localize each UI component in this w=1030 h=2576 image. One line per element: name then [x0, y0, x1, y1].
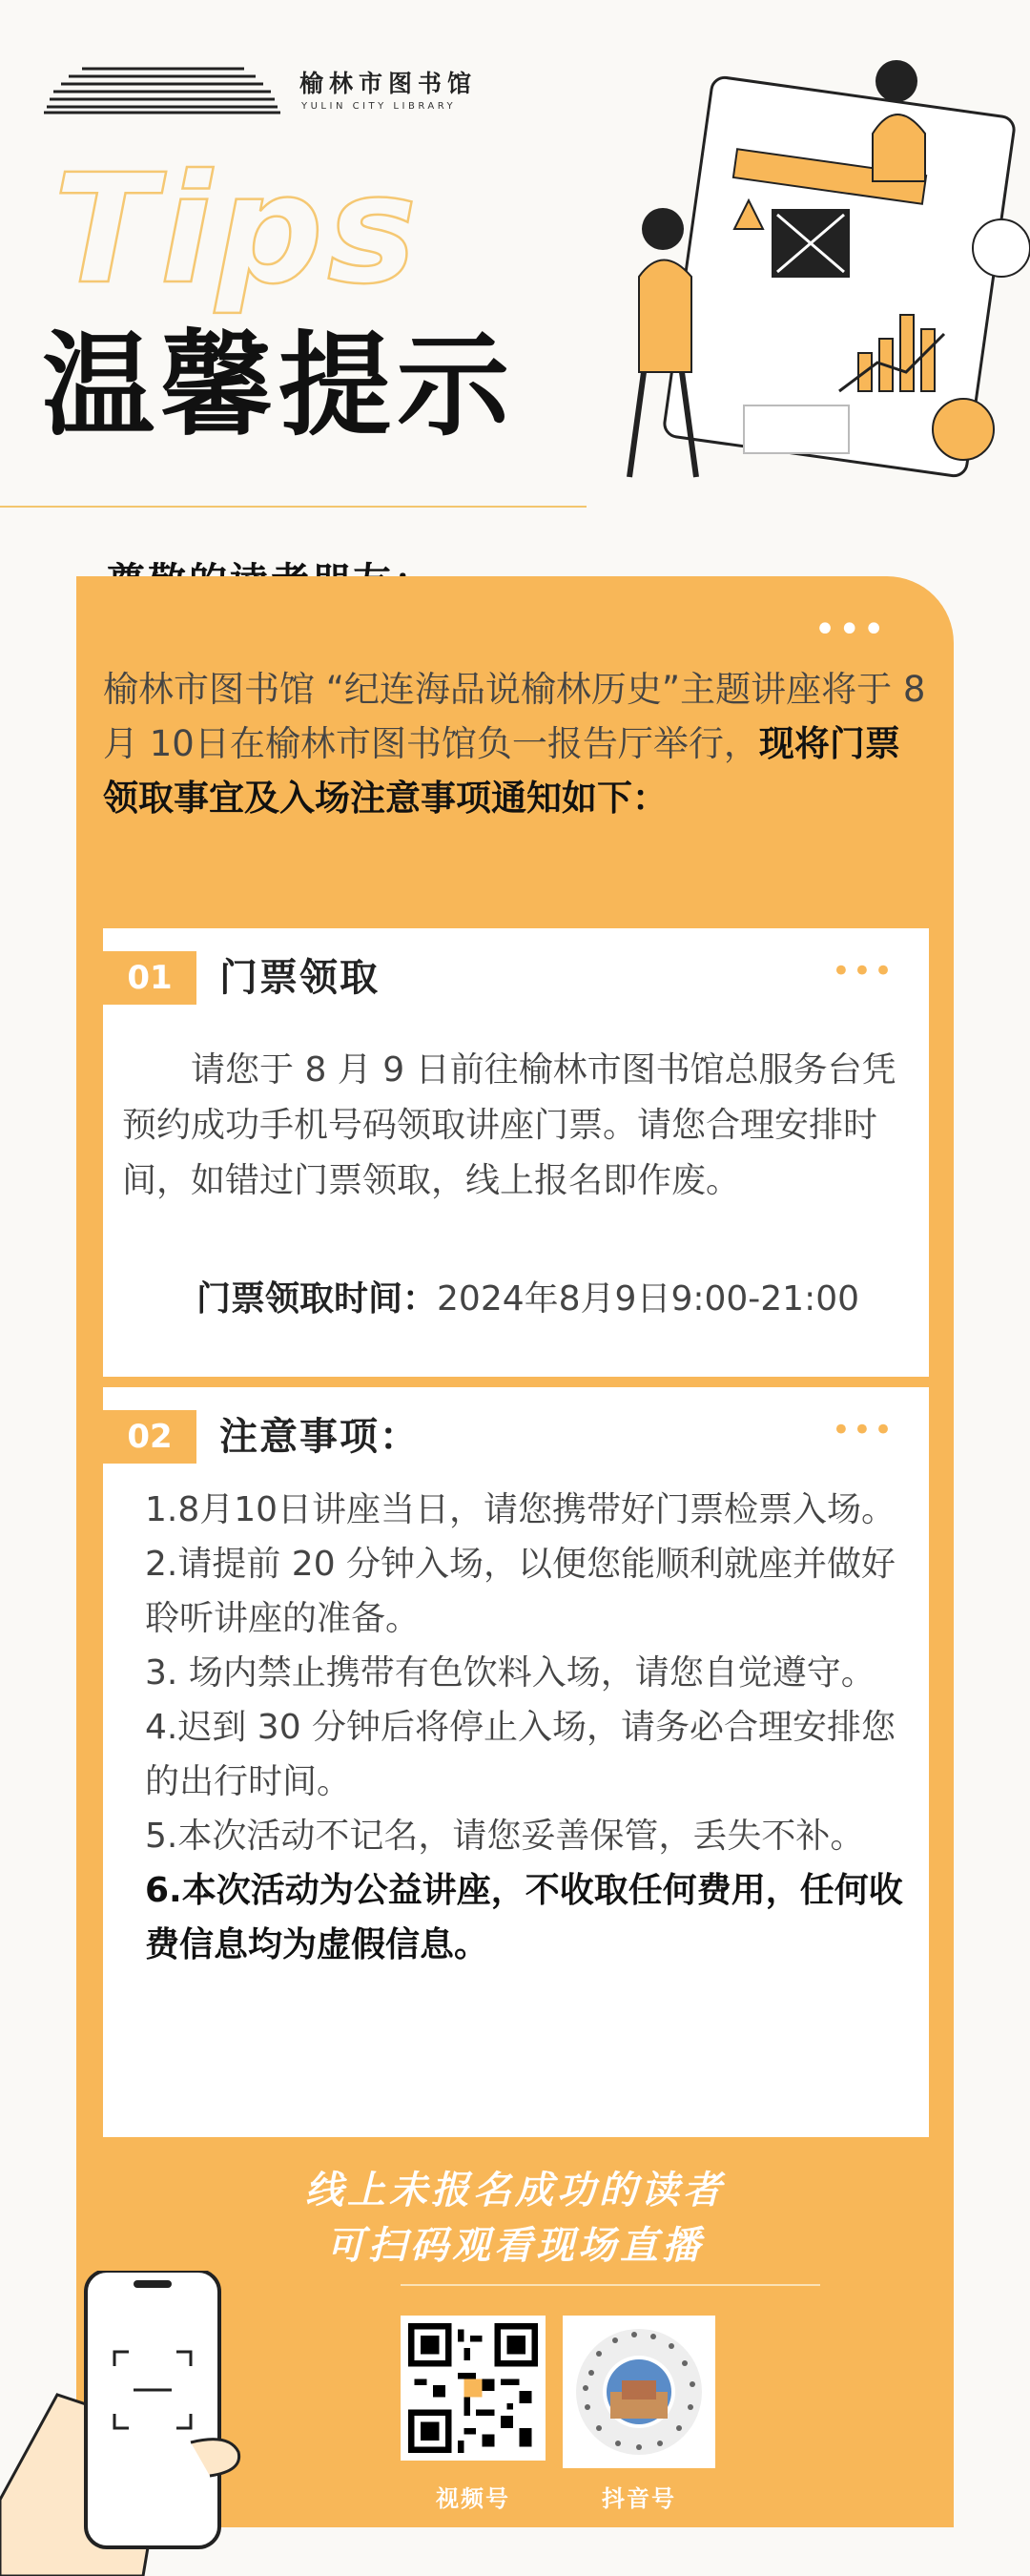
- ticket-section: [103, 928, 929, 1377]
- library-building-icon: [44, 63, 282, 114]
- ticket-time: [196, 1272, 859, 1320]
- live-divider: [401, 2284, 820, 2286]
- ticket-time-value: 2024年8月9日9:00-21:00: [437, 1279, 860, 1319]
- intro-bold: 现将门票领取事宜及入场注意事项通知如下：: [103, 723, 900, 819]
- library-logo: [44, 59, 540, 126]
- section-number: 01: [103, 951, 196, 1005]
- qr-code-video[interactable]: [401, 2316, 546, 2461]
- notice-card: [76, 576, 954, 2527]
- section-title: 门票领取: [219, 956, 380, 1000]
- list-item: 5.本次活动不记名，请您妥善保管，丢失不补。: [145, 1817, 865, 1856]
- library-name: 榆林市图书馆: [299, 70, 478, 97]
- section-number: 02: [103, 1410, 196, 1464]
- notes-section: [103, 1387, 929, 2137]
- notes-list: [145, 1483, 908, 1972]
- intro-text: 榆林市图书馆 “纪连海品说榆林历史”主题讲座将于 8 月 10日在榆林市图书馆负一报告厅举行，: [103, 669, 926, 764]
- list-item: 2.请提前 20 分钟入场，以便您能顺利就座并做好聆听讲座的准备。: [145, 1545, 896, 1638]
- live-line-2: 可扫码观看现场直播: [326, 2224, 704, 2268]
- live-line-1: 线上未报名成功的读者: [305, 2169, 725, 2212]
- more-dots-icon: •••: [831, 952, 895, 990]
- qr-label-douyin: 抖音号: [602, 2485, 676, 2512]
- qr-icon: [408, 2323, 538, 2453]
- list-item: 4.迟到 30 分钟后将停止入场，请务必合理安排您的出行时间。: [145, 1708, 896, 1801]
- qr-label-video: 视频号: [436, 2485, 510, 2512]
- header-divider: [0, 506, 587, 508]
- intro-paragraph: [103, 662, 933, 825]
- library-name-en: YULIN CITY LIBRARY: [301, 101, 457, 112]
- tips-heading: Tips: [53, 142, 422, 318]
- ticket-text: 请您于 8 月 9 日前往榆林市图书馆总服务台凭预约成功手机号码领取讲座门票。请您合理安排时间，如错过门票领取，线上报名即作废。: [122, 1050, 896, 1200]
- page-title: 温馨提示: [42, 320, 516, 451]
- list-item: 3. 场内禁止携带有色饮料入场，请您自觉遵守。: [145, 1653, 876, 1693]
- ticket-time-label: 门票领取时间：: [196, 1279, 438, 1319]
- phone-scan-illustration: [0, 2271, 248, 2576]
- office-illustration: [582, 29, 1030, 515]
- douyin-qr-icon: [572, 2325, 706, 2459]
- section-title: 注意事项：: [219, 1415, 420, 1459]
- list-item: 1.8月10日讲座当日，请您携带好门票检票入场。: [145, 1490, 896, 1529]
- qr-code-douyin[interactable]: [563, 2316, 715, 2468]
- more-dots-icon: •••: [814, 608, 887, 652]
- list-item-strong: 6.本次活动为公益讲座，不收取任何费用，任何收费信息均为虚假信息。: [145, 1871, 903, 1964]
- more-dots-icon: •••: [831, 1411, 895, 1449]
